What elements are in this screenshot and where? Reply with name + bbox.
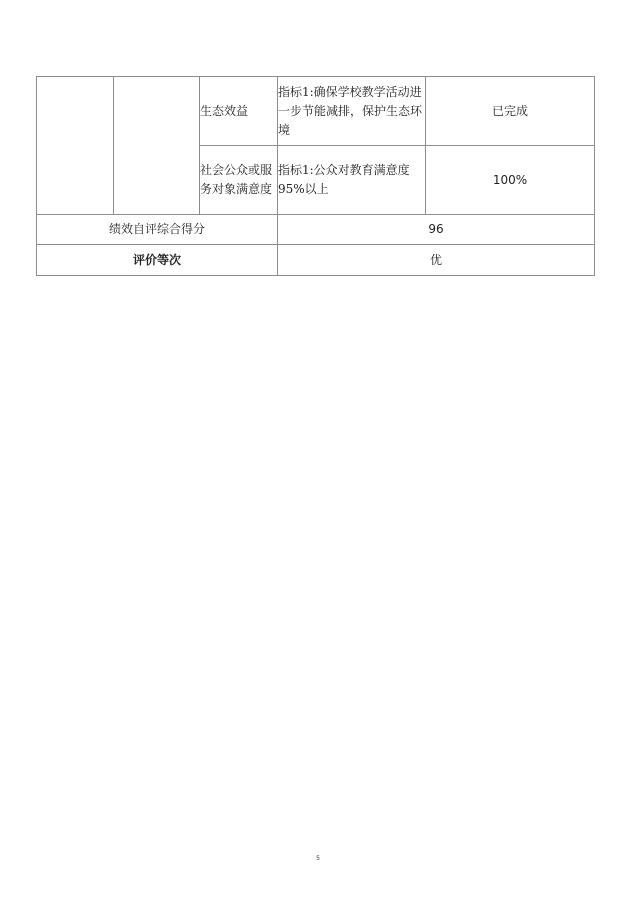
completion-value: 已完成 — [426, 77, 595, 146]
indicator-cell: 指标1:公众对教育满意度95%以上 — [278, 146, 426, 215]
table-row — [37, 77, 595, 146]
category-cell — [37, 77, 114, 215]
grade-label: 评价等次 — [37, 245, 278, 276]
score-label: 绩效自评综合得分 — [37, 215, 278, 245]
score-value: 96 — [278, 215, 595, 245]
table-row — [37, 215, 595, 245]
grade-value: 优 — [278, 245, 595, 276]
subcategory-cell — [114, 77, 200, 215]
performance-table — [36, 76, 595, 276]
completion-value: 100% — [426, 146, 595, 215]
table-row — [37, 245, 595, 276]
indicator-cell: 指标1:确保学校教学活动进一步节能减排，保护生态环境 — [278, 77, 426, 146]
page-number: 5 — [316, 855, 320, 862]
dimension-cell: 社会公众或服务对象满意度 — [200, 146, 278, 215]
dimension-cell: 生态效益 — [200, 77, 278, 146]
